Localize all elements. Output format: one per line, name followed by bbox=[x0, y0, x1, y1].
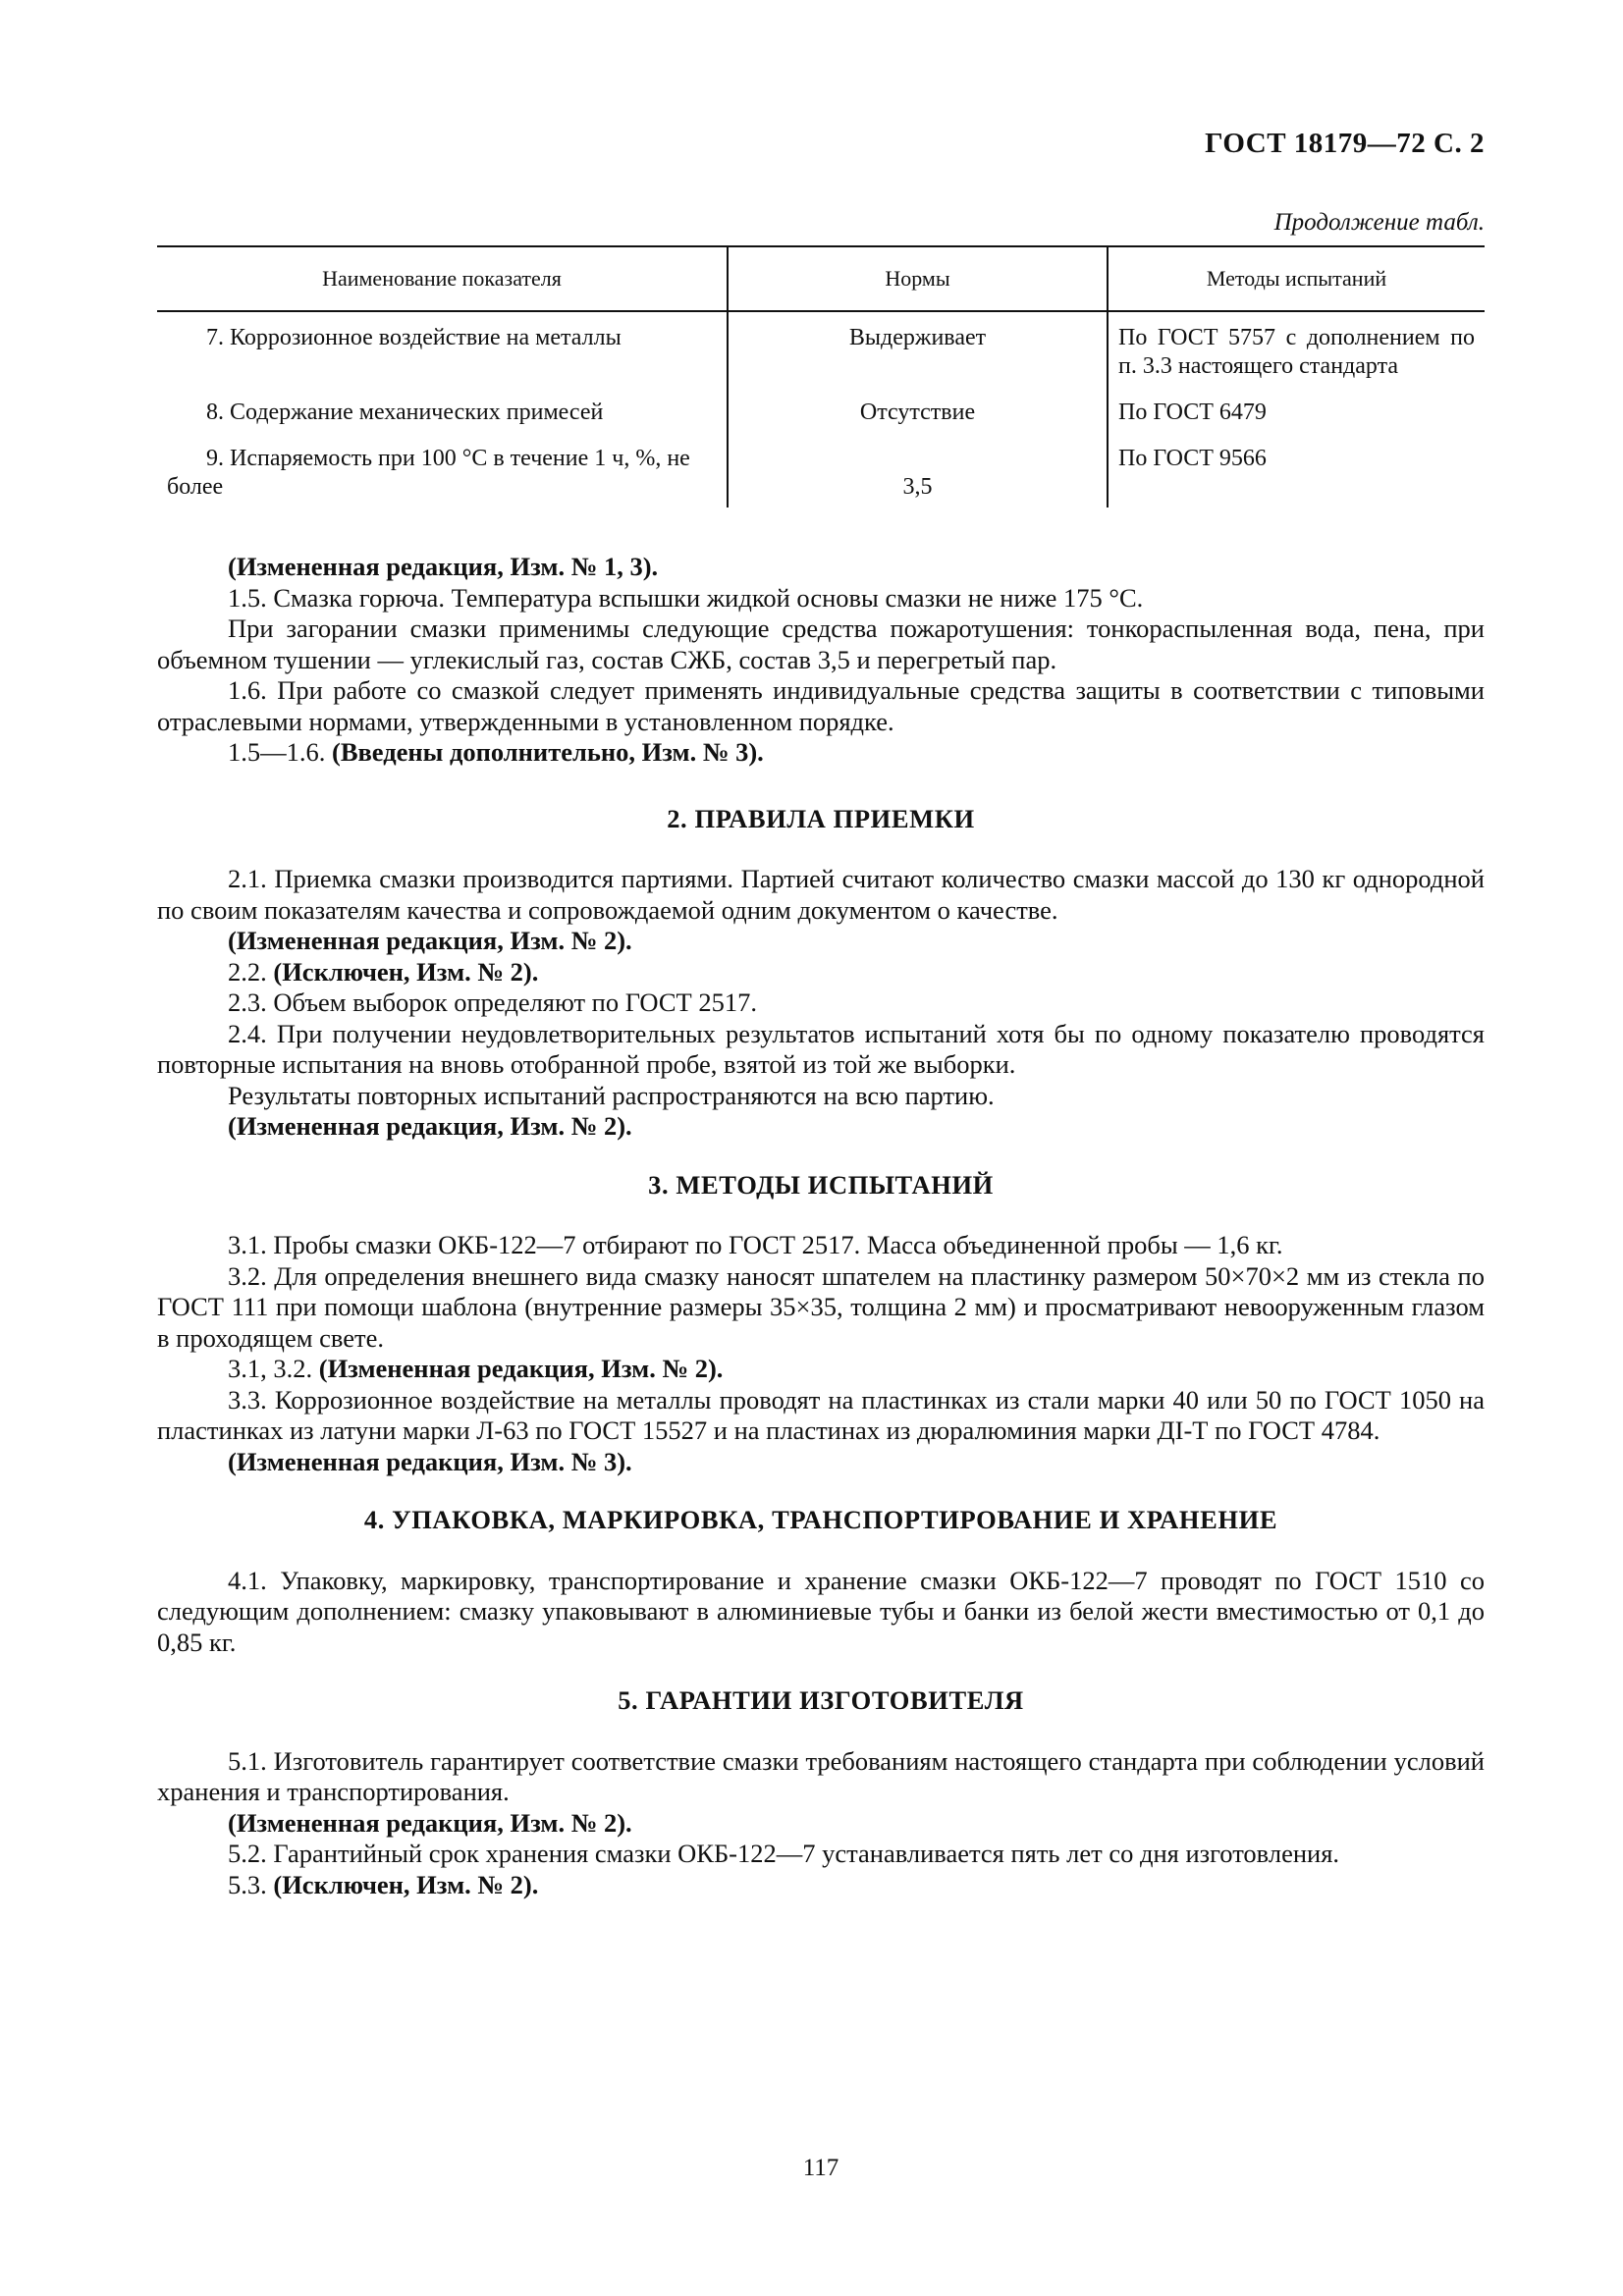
amendment-note: (Измененная редакция, Изм. № 2). bbox=[228, 926, 632, 955]
clause-number: 2.2. bbox=[228, 956, 267, 987]
column-header: Наименование показателя bbox=[157, 246, 728, 311]
paragraph: 1.6. При работе со смазкой следует применять индивидуальные средства защиты в соответствии с типовыми отраслевыми нормами, утвержденными в установленном порядке. bbox=[157, 675, 1485, 736]
clause-number: 3.1, 3.2. bbox=[228, 1354, 313, 1383]
properties-table bbox=[157, 245, 1485, 507]
paragraph: 3.2. Для определения внешнего вида смазку наносят шпателем на пластинку размером 50×70×2 мм из стекла по ГОСТ 111 при помощи шаблона (внутренние размеры 35×35, толщина 2 мм) и просматривают невооруженным глазом в проходящем свете. bbox=[157, 1260, 1485, 1353]
amendment-note: (Измененная редакция, Изм. № 3). bbox=[228, 1446, 632, 1476]
table-header-row bbox=[157, 246, 1485, 311]
table-row bbox=[157, 387, 1485, 433]
section-heading: 4. УПАКОВКА, МАРКИРОВКА, ТРАНСПОРТИРОВАНИЕ И ХРАНЕНИЕ bbox=[363, 1505, 1278, 1534]
paragraph: 5.2. Гарантийный срок хранения смазки ОКБ-122—7 устанавливается пять лет со дня изготовления. bbox=[228, 1839, 1340, 1868]
paragraph: 1.5. Смазка горюча. Температура вспышки жидкой основы смазки не ниже 175 °С. bbox=[228, 582, 1144, 613]
clause-number: 1.5—1.6. bbox=[228, 737, 326, 767]
paragraph: 2.4. При получении неудовлетворительных результатов испытаний хотя бы по одному показателю проводятся повторные испытания на вновь отобранной пробе, взятой из той же выборки. bbox=[157, 1018, 1485, 1079]
column-header: Методы испытаний bbox=[1108, 246, 1485, 311]
amendment-note: (Измененная редакция, Изм. № 2). bbox=[228, 1807, 632, 1838]
amendment-paragraph bbox=[157, 957, 1485, 988]
table-cell: Выдерживает bbox=[728, 311, 1108, 387]
paragraph: 5.1. Изготовитель гарантирует соответствие смазки требованиям настоящего стандарта при соблюдении условий хранения и транспортирования. bbox=[157, 1745, 1485, 1806]
paragraph: 4.1. Упаковку, маркировку, транспортирование и хранение смазки ОКБ-122—7 проводят по ГОСТ 1510 со следующим дополнением: смазку упаковывают в алюминиевые тубы и банки из белой жести вместимостью от 0,1 до 0,85 кг. bbox=[157, 1565, 1485, 1657]
amendment-note: (Измененная редакция, Изм. № 1, 3). bbox=[228, 552, 659, 581]
amendment-note: (Введены дополнительно, Изм. № 3). bbox=[332, 737, 764, 767]
amendment-note: (Измененная редакция, Изм. № 2). bbox=[318, 1354, 724, 1383]
paragraph: Результаты повторных испытаний распространяются на всю партию. bbox=[228, 1080, 995, 1110]
table-cell: По ГОСТ 6479 bbox=[1108, 387, 1485, 433]
table-cell: По ГОСТ 9566 bbox=[1108, 433, 1485, 507]
table-cell: 7. Коррозионное воздействие на металлы bbox=[206, 325, 622, 350]
table-cell: 9. Испаряемость при 100 °С в течение 1 ч, %, не более bbox=[167, 446, 690, 500]
amendment-paragraph bbox=[157, 737, 1485, 769]
amendment-note: (Исключен, Изм. № 2). bbox=[273, 1869, 539, 1899]
paragraph: 2.3. Объем выборок определяют по ГОСТ 2517. bbox=[228, 988, 757, 1017]
table-row bbox=[157, 433, 1485, 507]
amendment-paragraph bbox=[157, 1870, 1485, 1901]
table-continuation-label: Продолжение табл. bbox=[1273, 209, 1485, 236]
section-heading: 2. ПРАВИЛА ПРИЕМКИ bbox=[667, 803, 975, 833]
table-cell: 8. Содержание механических примесей bbox=[206, 400, 604, 425]
section-heading: 3. МЕТОДЫ ИСПЫТАНИЙ bbox=[648, 1169, 994, 1200]
table-cell: По ГОСТ 5757 с дополнением по п. 3.3 настоящего стандарта bbox=[1108, 311, 1485, 387]
page-number: 117 bbox=[802, 2155, 839, 2181]
clause-number: 5.3. bbox=[228, 1869, 267, 1899]
amendment-paragraph bbox=[157, 1354, 1485, 1385]
running-head: ГОСТ 18179—72 С. 2 bbox=[1205, 128, 1485, 159]
paragraph: 3.3. Коррозионное воздействие на металлы проводят на пластинках из стали марки 40 или 50 по ГОСТ 1050 на пластинках из латуни марки Л-63 по ГОСТ 15527 и на пластинах из дюралюминия марки ДI-Т по ГОСТ 4784. bbox=[157, 1384, 1485, 1445]
amendment-note: (Исключен, Изм. № 2). bbox=[273, 956, 539, 987]
column-header: Нормы bbox=[728, 246, 1108, 311]
table-cell: 3,5 bbox=[728, 433, 1108, 507]
paragraph: 3.1. Пробы смазки ОКБ-122—7 отбирают по ГОСТ 2517. Масса объединенной пробы — 1,6 кг. bbox=[228, 1230, 1283, 1259]
document-body bbox=[157, 552, 1485, 1900]
section-heading: 5. ГАРАНТИИ ИЗГОТОВИТЕЛЯ bbox=[618, 1685, 1024, 1715]
table-cell: Отсутствие bbox=[728, 387, 1108, 433]
amendment-note: (Измененная редакция, Изм. № 2). bbox=[228, 1111, 632, 1141]
paragraph: При загорании смазки применимы следующие средства пожаротушения: тонкораспыленная вода, пена, при объемном тушении — углекислый газ, состав СЖБ, состав 3,5 и перегретый пар. bbox=[157, 614, 1485, 674]
paragraph: 2.1. Приемка смазки производится партиями. Партией считают количество смазки массой до 130 кг однородной по своим показателям качества и сопровождаемой одним документом о качестве. bbox=[157, 864, 1485, 925]
table-row bbox=[157, 311, 1485, 387]
